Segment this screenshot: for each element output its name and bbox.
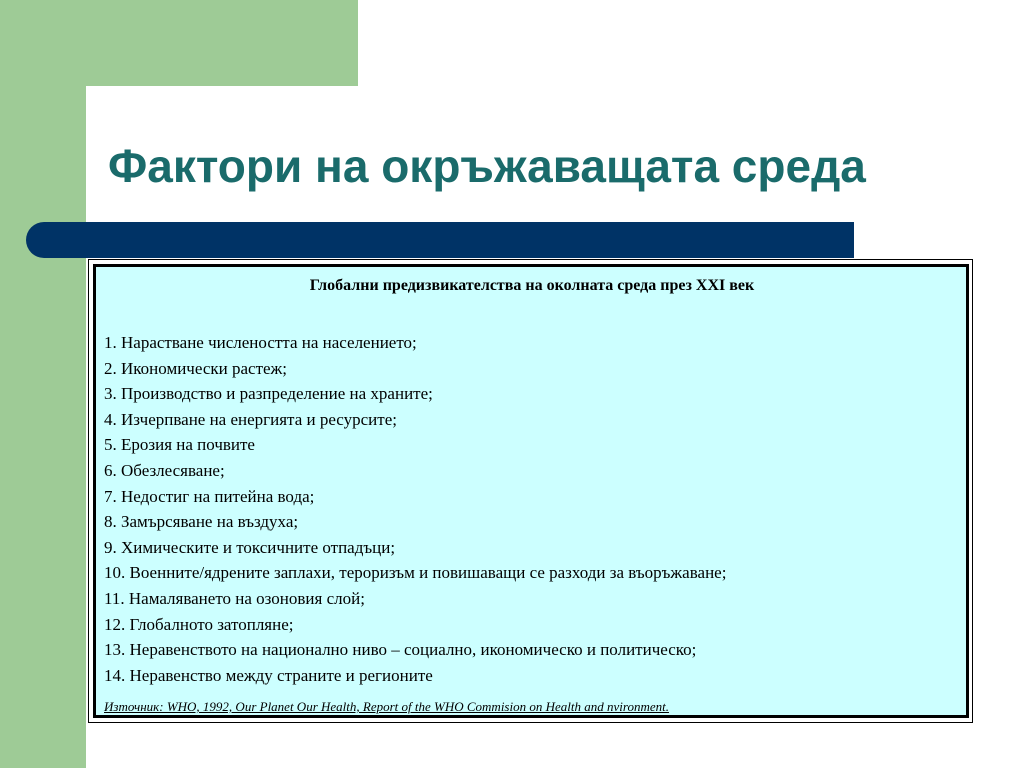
list-item: 4. Изчерпване на енергията и ресурсите; — [104, 409, 397, 429]
slide-title: Фактори на окръжаващата среда — [108, 140, 866, 192]
list-item: 2. Икономически растеж; — [104, 358, 288, 378]
content-box — [93, 264, 969, 718]
list-item: 3. Производство и разпределение на храните; — [104, 384, 433, 404]
source-citation: Източник: WHO, 1992, Our Planet Our Health, Report of the WHO Commision on Health and nvironment. — [104, 699, 669, 714]
list-item: 12. Глобалното затопляне; — [104, 614, 294, 634]
challenges-list — [104, 330, 960, 688]
list-item: 9. Химическите и токсичните отпадъци; — [104, 537, 396, 557]
list-item: 7. Недостиг на питейна вода; — [104, 486, 315, 506]
list-item: 14. Неравенство между страните и регионите — [104, 665, 433, 685]
list-item: 8. Замърсяване на въздуха; — [104, 512, 299, 532]
box-heading: Глобални предизвикателства на околната среда през XXI век — [309, 277, 755, 294]
list-item: 11. Намаляването на озоновия слой; — [104, 588, 365, 608]
list-item: 5. Ерозия на почвите — [104, 435, 255, 455]
list-item: 13. Неравенството на национално ниво – социално, икономическо и политическо; — [104, 640, 697, 660]
list-item: 10. Военните/ядрените заплахи, тероризъм и повишаващи се разходи за въоръжаване; — [104, 563, 727, 583]
title-underline-bar — [26, 222, 854, 258]
green-accent-top — [0, 0, 358, 86]
list-item: 6. Обезлесяване; — [104, 460, 225, 480]
list-item: 1. Нарастване числеността на населението; — [104, 333, 417, 352]
green-accent-left — [0, 0, 86, 768]
